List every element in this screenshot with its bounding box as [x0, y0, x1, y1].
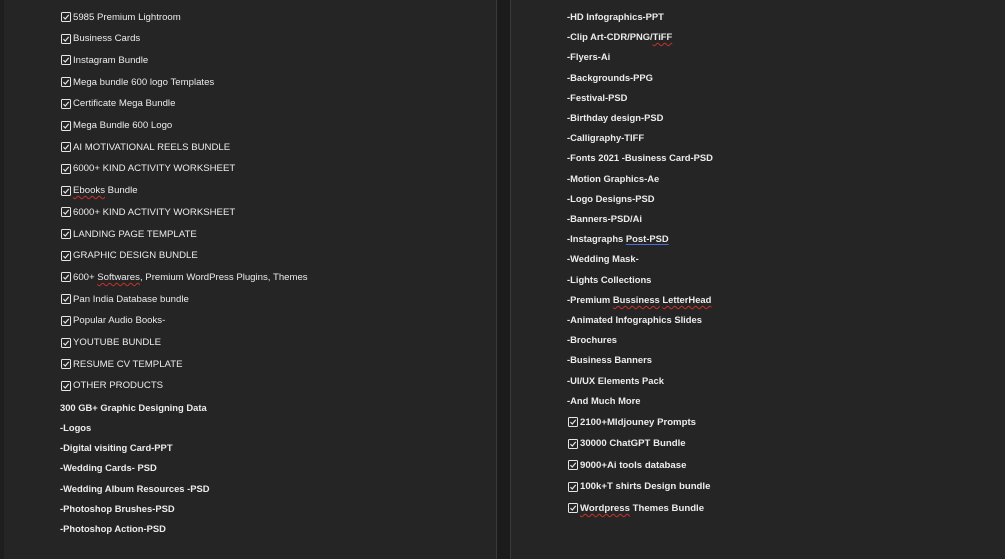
checklist-item-label: 5985 Premium Lightroom — [73, 11, 181, 23]
graphic-list-item: -Birthday design-PSD — [567, 112, 664, 123]
checklist-item — [568, 456, 686, 474]
checklist-item — [61, 95, 175, 113]
graphic-heading: 300 GB+ Graphic Designing Data — [60, 402, 207, 413]
graphic-list-item: -Lights Collections — [567, 273, 652, 285]
checkbox-checked-icon — [61, 121, 71, 131]
graphic-list-item: -Fonts 2021 -Business Card-PSD — [567, 152, 713, 164]
document-page-left — [4, 0, 497, 559]
graphic-list-item: -Calligraphy-TIFF — [567, 132, 645, 144]
checklist-item — [568, 435, 686, 453]
checkbox-checked-icon — [61, 316, 71, 326]
checklist-item-label: Ebooks Bundle — [73, 185, 138, 197]
checklist-item-label: Instagram Bundle — [73, 54, 149, 66]
graphic-list-item: -Banners-PSD/Ai — [567, 213, 643, 224]
checklist-item — [61, 138, 230, 156]
graphic-list-item: -Instagraphs Post-PSD — [567, 233, 669, 245]
graphic-list-item: -Logos — [60, 422, 92, 433]
checklist-item — [61, 247, 198, 265]
checklist-item — [61, 377, 163, 395]
graphic-list-item: -Festival-PSD — [567, 91, 628, 103]
checkbox-checked-icon — [568, 460, 578, 470]
checklist-item — [61, 117, 172, 135]
checklist-item — [61, 182, 138, 200]
checklist-item — [61, 51, 148, 69]
checklist-item — [61, 8, 181, 26]
checkbox-checked-icon — [61, 381, 71, 391]
graphic-list-item: -Flyers-Ai — [567, 51, 611, 63]
graphic-list-item: -Motion Graphics-Ae — [567, 172, 660, 184]
checklist-item-label: 6000+ KIND ACTIVITY WORKSHEET — [73, 206, 236, 218]
graphic-list-item: -Logo Designs-PSD — [567, 192, 655, 204]
graphic-list-item: -Premium Bussiness LetterHead — [567, 293, 712, 305]
graphic-list-item: -UI/UX Elements Pack — [567, 374, 664, 386]
checkbox-checked-icon — [61, 164, 71, 174]
graphic-list-item: -Wedding Cards- PSD — [60, 462, 157, 474]
checklist-item — [61, 225, 197, 243]
checklist-item-label: OTHER PRODUCTS — [73, 380, 164, 392]
checklist-item-label: 30000 ChatGPT Bundle — [580, 438, 686, 450]
checklist-item-label: Pan India Database bundle — [73, 293, 189, 305]
checklist-item — [61, 160, 235, 178]
checkbox-checked-icon — [568, 482, 578, 492]
checkbox-checked-icon — [568, 503, 578, 513]
checkbox-checked-icon — [61, 55, 71, 65]
checkbox-checked-icon — [61, 207, 71, 217]
checklist-item — [61, 268, 308, 286]
checklist-item — [61, 30, 140, 48]
checkbox-checked-icon — [61, 142, 71, 152]
graphic-list-item: -Wedding Album Resources -PSD — [60, 482, 210, 494]
checklist-item-label: Mega Bundle 600 Logo — [73, 120, 173, 131]
checklist-item-label: RESUME CV TEMPLATE — [73, 358, 183, 370]
graphic-list-item: -And Much More — [567, 394, 641, 406]
checklist-item — [61, 73, 214, 91]
checklist-item-label: YOUTUBE BUNDLE — [73, 337, 161, 348]
graphic-list-item: -Digital visiting Card-PPT — [60, 442, 173, 454]
checklist-item — [61, 290, 189, 308]
checkbox-checked-icon — [568, 439, 578, 449]
checklist-item — [61, 334, 161, 352]
checklist-item-label: Certificate Mega Bundle — [73, 98, 176, 110]
graphic-list-item: -Wedding Mask- — [567, 253, 639, 265]
checklist-item-label: LANDING PAGE TEMPLATE — [73, 228, 197, 240]
graphic-list-item: -Backgrounds-PPG — [567, 71, 653, 83]
checkbox-checked-icon — [568, 417, 578, 427]
checkbox-checked-icon — [61, 12, 71, 22]
checkbox-checked-icon — [61, 99, 71, 109]
graphic-list-item: -Photoshop Action-PSD — [60, 523, 166, 534]
graphic-list-item: -Animated Infographics Slides — [567, 314, 702, 325]
checklist-item-label: GRAPHIC DESIGN BUNDLE — [73, 250, 198, 262]
checklist-item-label: 2100+MIdjouney Prompts — [580, 416, 696, 428]
graphic-list-item: -HD Infographics-PPT — [567, 11, 664, 22]
document-page-right — [510, 0, 1005, 559]
checklist-item-label: Wordpress Themes Bundle — [580, 502, 705, 514]
checklist-item — [61, 312, 165, 330]
checkbox-checked-icon — [61, 294, 71, 304]
checklist-item — [61, 203, 235, 221]
checklist-item — [568, 413, 696, 431]
graphic-list-item: -Brochures — [567, 334, 618, 346]
checklist-item-label: 600+ Softwares, Premium WordPress Plugins, Themes — [73, 271, 308, 283]
checklist-item-label: 6000+ KIND ACTIVITY WORKSHEET — [73, 163, 236, 175]
checkbox-checked-icon — [61, 272, 71, 282]
checklist-item-label: 9000+Ai tools database — [580, 459, 687, 471]
checklist-item-label: 100k+T shirts Design bundle — [580, 481, 711, 493]
checklist-item — [61, 355, 182, 373]
checklist-item — [568, 478, 710, 496]
checklist-item — [568, 499, 704, 517]
checkbox-checked-icon — [61, 338, 71, 348]
checkbox-checked-icon — [61, 229, 71, 239]
checklist-item-label: Popular Audio Books- — [73, 315, 166, 327]
checkbox-checked-icon — [61, 186, 71, 196]
page-gutter — [497, 0, 510, 559]
checklist-item-label: Mega bundle 600 logo Templates — [73, 76, 215, 88]
graphic-list-item: -Business Banners — [567, 354, 652, 366]
checklist-item-label: AI MOTIVATIONAL REELS BUNDLE — [73, 141, 231, 153]
checkbox-checked-icon — [61, 34, 71, 44]
graphic-list-item: -Clip Art-CDR/PNG/TiFF — [567, 31, 673, 43]
graphic-list-item: -Photoshop Brushes-PSD — [60, 502, 175, 514]
checkbox-checked-icon — [61, 77, 71, 87]
checklist-item-label: Business Cards — [73, 33, 141, 45]
checkbox-checked-icon — [61, 359, 71, 369]
checkbox-checked-icon — [61, 251, 71, 261]
